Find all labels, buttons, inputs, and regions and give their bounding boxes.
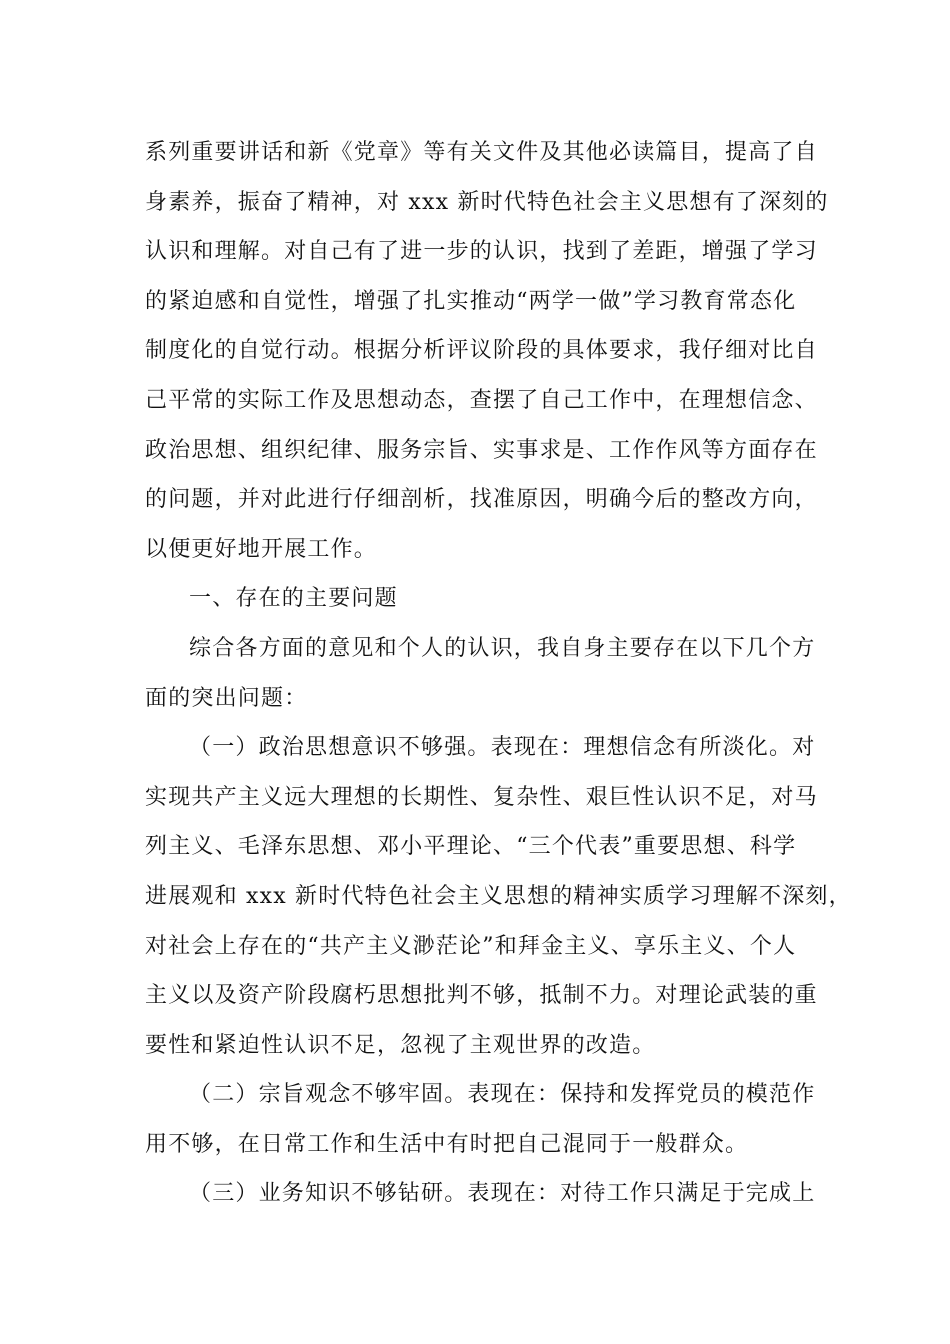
- section-heading: 一、存在的主要问题: [189, 586, 398, 612]
- body-line: 认识和理解。对自己有了进一步的认识，找到了差距，增强了学习: [145, 239, 818, 265]
- body-line: 进展观和 xxx 新时代特色社会主义思想的精神实质学习理解不深刻，: [145, 883, 852, 909]
- document-body: [145, 128, 852, 1219]
- body-line: 己平常的实际工作及思想动态，查摆了自己工作中，在理想信念、: [145, 387, 818, 413]
- body-line: 主义以及资产阶段腐朽思想批判不够，抵制不力。对理论武装的重: [145, 983, 818, 1009]
- body-line: 实现共产主义远大理想的长期性、复杂性、艰巨性认识不足，对马: [145, 784, 818, 810]
- paragraph-start-line: 综合各方面的意见和个人的认识，我自身主要存在以下几个方: [189, 635, 816, 661]
- body-line: 系列重要讲话和新《党章》等有关文件及其他必读篇目，提高了自: [145, 140, 818, 165]
- body-line: 制度化的自觉行动。根据分析评议阶段的具体要求，我仔细对比自: [145, 338, 818, 364]
- subsection-heading-2: （二）宗旨观念不够牢固。表现在：保持和发挥党员的模范作: [189, 1082, 816, 1108]
- body-line: 面的突出问题：: [145, 685, 308, 711]
- body-line: 要性和紧迫性认识不足，忽视了主观世界的改造。: [145, 1032, 656, 1058]
- subsection-heading-1: （一）政治思想意识不够强。表现在：理想信念有所淡化。对: [189, 735, 816, 761]
- body-line: 的问题，并对此进行仔细剖析，找准原因，明确今后的整改方向，: [145, 487, 818, 513]
- subsection-heading-3: （三）业务知识不够钻研。表现在：对待工作只满足于完成上: [189, 1181, 816, 1207]
- body-line: 以便更好地开展工作。: [145, 536, 378, 562]
- body-line: 身素养，振奋了精神，对 xxx 新时代特色社会主义思想有了深刻的: [145, 189, 829, 215]
- body-line: 对社会上存在的“共产主义渺茫论”和拜金主义、享乐主义、个人: [145, 933, 797, 959]
- body-line: 用不够，在日常工作和生活中有时把自己混同于一般群众。: [145, 1131, 749, 1157]
- body-line: 政治思想、组织纪律、服务宗旨、实事求是、工作作风等方面存在: [145, 437, 818, 463]
- body-line: 的紧迫感和自觉性，增强了扎实推动“两学一做”学习教育常态化: [145, 288, 797, 314]
- body-line: 列主义、毛泽东思想、邓小平理论、“三个代表”重要思想、科学: [145, 834, 797, 860]
